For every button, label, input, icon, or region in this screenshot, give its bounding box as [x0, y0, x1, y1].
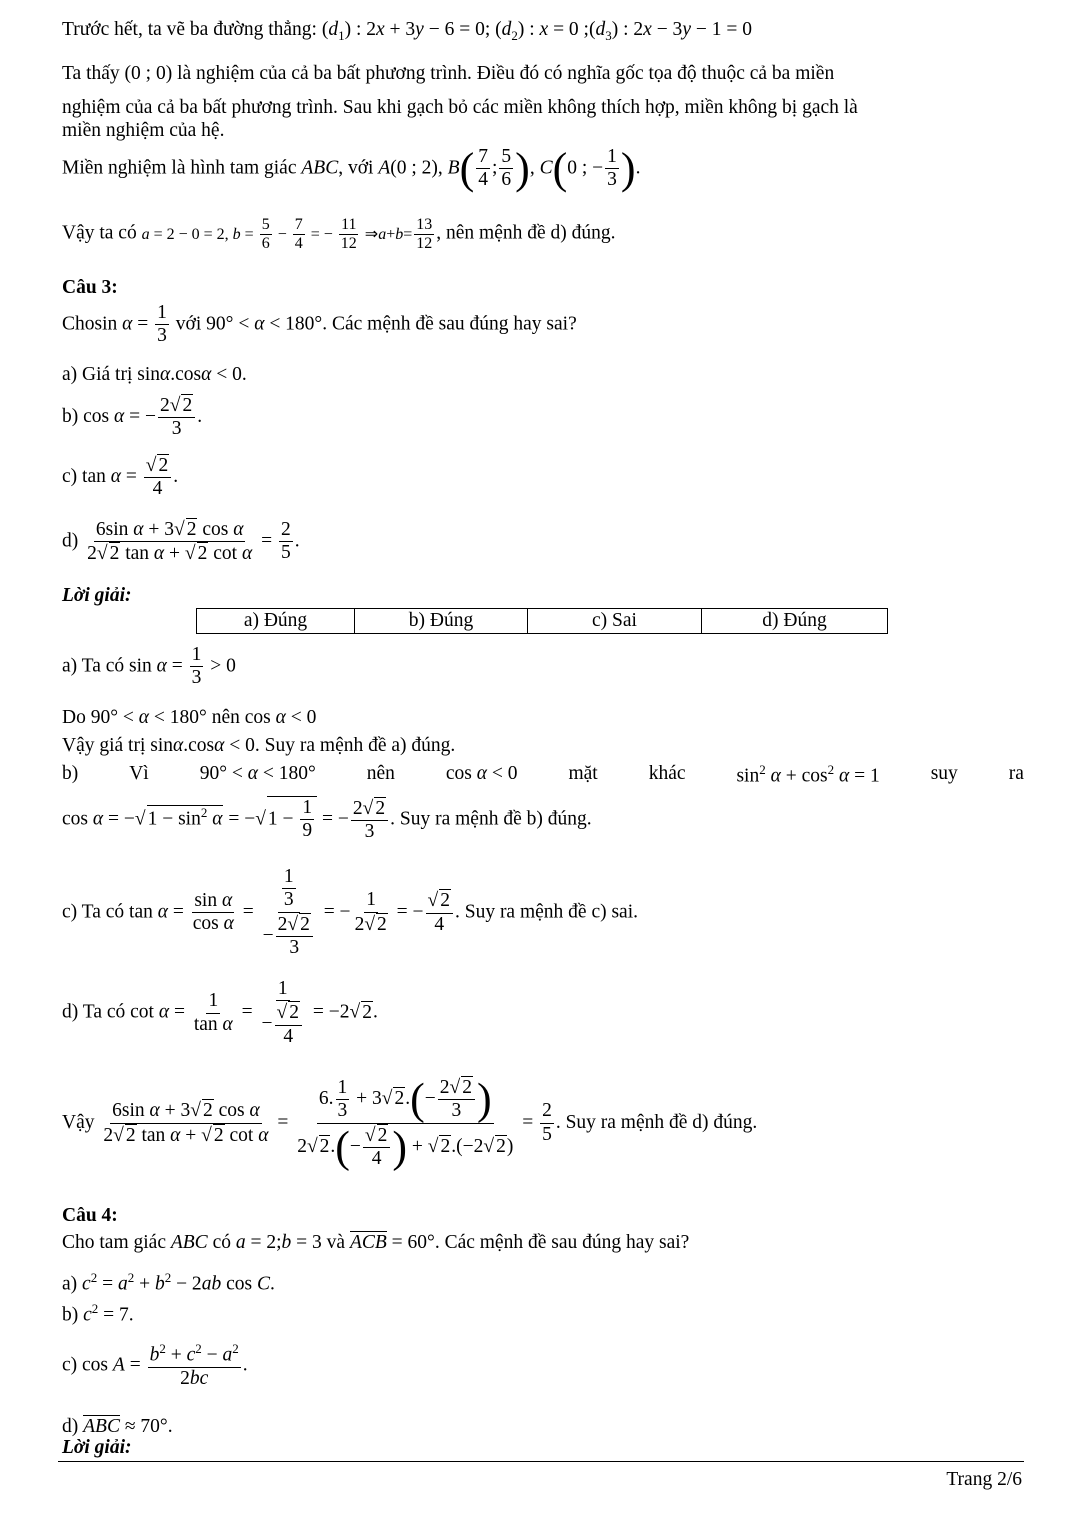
line-4: miền nghiệm của hệ. [62, 120, 225, 141]
heading-cau-3: Câu 3: [62, 277, 118, 298]
text: Do [62, 707, 91, 728]
text: và [321, 1232, 350, 1253]
answer-table [196, 608, 888, 634]
cau4-intro: Cho tam giác ABC có a = 2;b = 3 và ACB = 60°. Các mệnh đề sau đúng hay sai? [62, 1232, 690, 1253]
text: Vậy giá trị [62, 735, 151, 756]
math: $\sin^2 \alpha + \cos^2 \alpha = 1$ [736, 762, 880, 787]
cau4-b: b) $c^2 = 7$. [62, 1301, 134, 1326]
text: Cho [62, 313, 95, 335]
cau4-c: c) cos A = $\frac{b^2 + c^2 - a^2}{2bc}$ . [62, 1341, 248, 1389]
text: c) [62, 1354, 83, 1376]
text: Ta thấy [62, 63, 125, 84]
line-triangle: Miền nghiệm là hình tam giác ABC, với A(0 ; 2), B( $\frac{7}{4}$ ; $\frac{5}{6}$ ), C(0 ; − $\frac{1}{3}$ ). [62, 143, 641, 193]
text: , nên mệnh đề d) đúng. [436, 222, 616, 244]
text: Miền nghiệm là hình tam giác [62, 157, 302, 179]
sol-d: d) Ta có cot α = $\frac{1}{\text{tan α}}$ = 1 − $\frac{√ 2}{4}$ = −2√ 2. [62, 978, 378, 1047]
line-origin [62, 62, 834, 85]
line-draw-lines [62, 18, 752, 43]
text: khác [648, 763, 686, 784]
text: . Suy ra mệnh đề c) sai. [454, 901, 639, 923]
text: b) [62, 1304, 84, 1326]
answer-a: a) Đúng [197, 609, 355, 634]
text: d) [62, 1416, 84, 1437]
text: nên [366, 763, 395, 784]
line-conclusion: Vậy ta có a = 2 − 0 = 2, b = $\frac{5}{6}$ − $\frac{7}{4}$ = − $\frac{11}{12}$ ⇒a+b= $\frac{13}{12}$ , nên mệnh đề d) đúng. [62, 216, 616, 253]
math: cos α < 0 [445, 763, 518, 784]
text: mặt [568, 763, 598, 784]
cau3-intro: Chosin α = $\frac{1}{3}$ với 90° < α < 180°. Các mệnh đề sau đúng hay sai? [62, 302, 577, 347]
sol-a2: Do 90° < α < 180° nên cos α < 0 [62, 707, 317, 728]
text: suy [930, 763, 958, 784]
cau3-a: a) Giá trị sinα.cosα < 0. [62, 364, 247, 385]
text: . Suy ra mệnh đề d) đúng. [555, 1111, 758, 1133]
text: a) Giá trị [62, 364, 138, 385]
text: với [170, 313, 207, 335]
loi-giai-1: Lời giải: [62, 585, 132, 606]
text: . Suy ra mệnh đề b) đúng. [390, 808, 592, 830]
text: Vậy ta có [62, 222, 142, 244]
text: d) Ta có [62, 1001, 131, 1023]
sol-a3: Vậy giá trị sinα.cosα < 0. Suy ra mệnh đề a) đúng. [62, 735, 456, 756]
text: b) [62, 405, 84, 427]
text: . Các mệnh đề sau đúng hay sai? [322, 313, 577, 335]
text: . Các mệnh đề sau đúng hay sai? [434, 1232, 690, 1253]
math: (0 ; 0) [124, 63, 173, 84]
footer-rule [58, 1461, 1024, 1462]
text: a) Ta có [62, 655, 130, 677]
text: c) [62, 465, 83, 487]
text: , với [338, 157, 379, 179]
text: ra [1008, 763, 1024, 784]
answer-d: d) Đúng [702, 609, 888, 634]
text: nên [206, 707, 245, 728]
math-lines: $(d_1)$ : 2x + 3y − 6 = 0; $(d_2)$ : x = 0 $;(d_3)$ : 2x − 3y − 1 = 0 [321, 19, 752, 43]
line-3: nghiệm của cả ba bất phương trình. Sau khi gạch bỏ các miền không thích hợp, miền không bị gạch là [62, 97, 858, 118]
heading-cau-4: Câu 4: [62, 1205, 118, 1226]
sol-b1 [62, 762, 1024, 788]
text: Vì [129, 763, 149, 784]
text: Vậy [62, 1111, 100, 1133]
sol-b2: cos α = −√ $1 - \sin^2 \alpha$ = −√ 1 − $\frac{1}{9}$ = − $\frac{2√ 2}{3}$ . Suy ra mệnh đề b) đúng. [62, 797, 592, 842]
loi-giai-2: Lời giải: [62, 1437, 132, 1458]
text: d) [62, 530, 84, 552]
answer-b: b) Đúng [355, 609, 528, 634]
cau4-a: a) $c^2 = a^2 + b^2 - 2ab$ cos C. [62, 1270, 275, 1295]
text: có [207, 1232, 236, 1253]
sol-a1: a) Ta có sin α = $\frac{1}{3}$ > 0 [62, 644, 236, 689]
text: . Suy ra mệnh đề a) đúng. [254, 735, 456, 756]
answer-c: c) Sai [528, 609, 702, 634]
math: 90° < α < 180° [199, 763, 316, 784]
sol-c: c) Ta có tan α = $\frac{\text{sin α}}{\text{cos α}}$ = $\frac{1}{3}$ − $\frac{2√ 2}{3}$ = − $\frac{1}{2√ 2}$ = − $\frac{√ 2}{4}$ . Suy ra mệnh đề c) sai. [62, 866, 639, 959]
text: Trước hết, ta vẽ ba đường thẳng: [62, 19, 322, 40]
cau4-d: d) ABC ≈ 70°. [62, 1416, 173, 1437]
cau3-d: d) $\frac{\text{6sin α + 3√ 2 cos α}}{\text{2√ 2 tan α + √ 2 cot α}}$ = $\frac{2}{5}$ . [62, 519, 300, 565]
text: c) Ta có [62, 901, 130, 923]
text: Cho tam giác [62, 1232, 171, 1253]
text: b) [62, 763, 79, 784]
cau3-b: b) cos α = − $\frac{2√ 2}{3}$ . [62, 395, 203, 440]
cau3-c: c) tan α = $\frac{√ 2}{4}$ . [62, 455, 179, 500]
text: a) [62, 1273, 83, 1295]
page-number: Trang 2/6 [946, 1469, 1022, 1490]
sol-final: Vậy $\frac{\text{6sin α + 3√ 2 cos α}}{\text{2√ 2 tan α + √ 2 cot α}}$ = 6. $\frac{1}{3}$ + 3√ 2.(− $\frac{2√ 2}{3}$ ) 2√ 2.(− $\frac{√ 2}{4}$ ) + √ 2.(−2√ 2) = $\frac{2}{5}$ . Suy ra mệnh đề d) đúng. [62, 1074, 758, 1172]
text: là nghiệm của cả ba bất phương trình. Điều đó có nghĩa gốc tọa độ thuộc cả ba miền [172, 63, 835, 84]
